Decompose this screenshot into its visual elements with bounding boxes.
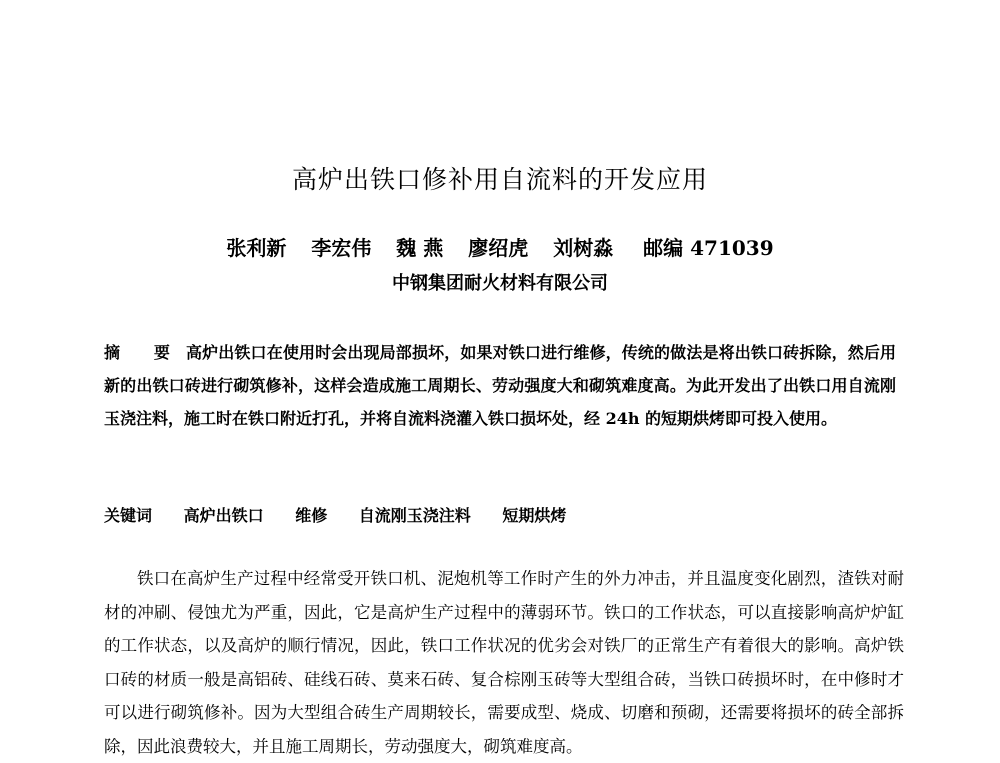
- author-name: 廖绍虎: [468, 236, 529, 260]
- keyword: 自流刚玉浇注料: [358, 506, 471, 525]
- keyword: 短期烘烤: [502, 506, 567, 525]
- body-paragraph: 铁口在高炉生产过程中经常受开铁口机、泥炮机等工作时产生的外力冲击，并且温度变化剧烈，渣铁对耐材的冲刷、侵蚀尤为严重，因此，它是高炉生产过程中的薄弱环节。铁口的工作状态，可以直接影响高炉炉缸的工作状态，以及高炉的顺行情况，因此，铁口工作状况的优劣会对铁厂的正常生产有着很大的影响。高炉铁口砖的材质一般是高铝砖、硅线石砖、莫来石砖、复合棕刚玉砖等大型组合砖，当铁口砖损坏时，在中修时才可以进行砌筑修补。因为大型组合砖生产周期较长，需要成型、烧成、切磨和预砌，还需要将损坏的砖全部拆除，因此浪费较大，并且施工周期长，劳动强度大，砌筑难度高。: [104, 569, 904, 756]
- keyword: 维修: [295, 506, 328, 525]
- author-name: 魏 燕: [396, 236, 444, 260]
- author-line: [0, 232, 1000, 264]
- author-name: 张利新: [226, 236, 287, 260]
- paper-title: 高炉出铁口修补用自流料的开发应用: [291, 165, 708, 194]
- author-name: 李宏伟: [311, 236, 372, 260]
- keywords: [104, 500, 896, 532]
- abstract-label: 摘 要: [104, 343, 184, 362]
- keywords-label: 关键词: [104, 506, 153, 525]
- affiliation: 中钢集团耐火材料有限公司: [392, 273, 608, 294]
- keyword: 高炉出铁口: [183, 506, 264, 525]
- author-name: 刘树淼: [553, 236, 614, 260]
- zip-code: 邮编 471039: [643, 236, 774, 260]
- abstract-text: 高炉出铁口在使用时会出现局部损坏，如果对铁口进行维修，传统的做法是将出铁口砖拆除，然后用新的出铁口砖进行砌筑修补，这样会造成施工周期长、劳动强度大和砌筑难度高。为此开发出了出铁口用自流刚玉浇注料，施工时在铁口附近打孔，并将自流料浇灌入铁口损坏处，经 24h 的短期烘烤即可投入使用。: [104, 343, 896, 428]
- abstract: [104, 336, 896, 435]
